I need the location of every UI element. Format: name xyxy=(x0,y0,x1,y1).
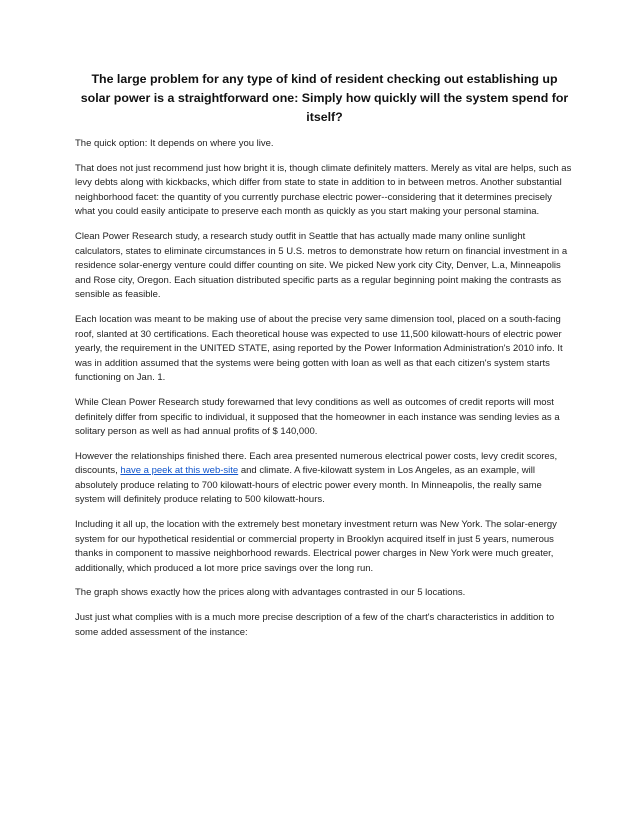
paragraph-description-intro: Just just what complies with is a much more precise description of a few of the chart's characteristics in addition to some added assessment of the instance: xyxy=(75,612,555,638)
paragraph-tax-conditions: While Clean Power Research study forewarned that levy conditions as well as outcomes of credit reports will most definitely differ from specific to individual, it supposed that the homeowner in each instance was sending levies as a solitary person as well as had annual profits of $ 140,000. xyxy=(75,396,560,438)
document-title: The large problem for any type of kind of resident checking out establishing up solar power is a straightforward one: Simply how quickly will the system spend for itself? xyxy=(80,72,569,124)
paragraph-relationships xyxy=(75,450,574,508)
paragraph-new-york-result: Including it all up, the location with the extremely best monetary investment return was New York. The solar-energy system for our hypothetical residential or commercial property in Brooklyn acquired itself in just 5 years, numerous thanks in component to massive neighborhood rewards. Electrical power charges in New York were much greater, additionally, which produced a lot more price savings over the long run. xyxy=(75,519,557,574)
paragraph-graph-note: The graph shows exactly how the prices along with advantages contrasted in our 5 locations. xyxy=(75,587,466,599)
paragraph-relationships-before: However the relationships finished there. Each area presented numerous electrical power costs, levy credit scores, discounts, xyxy=(75,450,558,477)
paragraph-research-study: Clean Power Research study, a research study outfit in Seattle that has actually made many online sunlight calculators, states to eliminate circumstances in 5 U.S. metros to demonstrate how return on financial investment in a residence solar-energy venture could differ counting on site. We picked New york city City, Denver, L.a, Minneapolis and Rose city, Oregon. Each situation distributed specific parts as a regular beginning point making the contrasts as sensible as feasible. xyxy=(75,230,568,301)
paragraph-assumptions: Each location was meant to be making use of about the precise very same dimension tool, placed on a south-facing roof, slanted at 30 certifications. Each theoretical house was expected to use 11,500 kilowatt-hours of electric power yearly, the requirement in the UNITED STATE, asing reported by the Power Information Administration's 2010 info. It was in addition assumed that the systems were being gotten with loan as well as that each citizen's system starts functioning on Jan. 1. xyxy=(75,313,563,384)
paragraph-incentives: That does not just recommend just how bright it is, though climate definitely matters. Merely as vital are helps, such as levy debts along with kickbacks, which differ from state to state in addition to in between metros. Another substantial neighborhood facet: the quantity of you currently purchase electric power--considering that it determines precisely what you could easily anticipate to preserve each month as quickly as you start making your personal stamina. xyxy=(75,162,572,218)
paragraph-relationships-after: and climate. A five-kilowatt system in Los Angeles, as an example, will absolutely produce relating to 700 kilowatt-hours of electric power every month. In Minneapolis, the really same system will definitely produce relating to 500 kilowatt-hours. xyxy=(75,465,542,506)
web-site-link[interactable]: have a peek at this web-site xyxy=(120,465,239,477)
paragraph-quick-option: The quick option: It depends on where you live. xyxy=(75,138,274,149)
